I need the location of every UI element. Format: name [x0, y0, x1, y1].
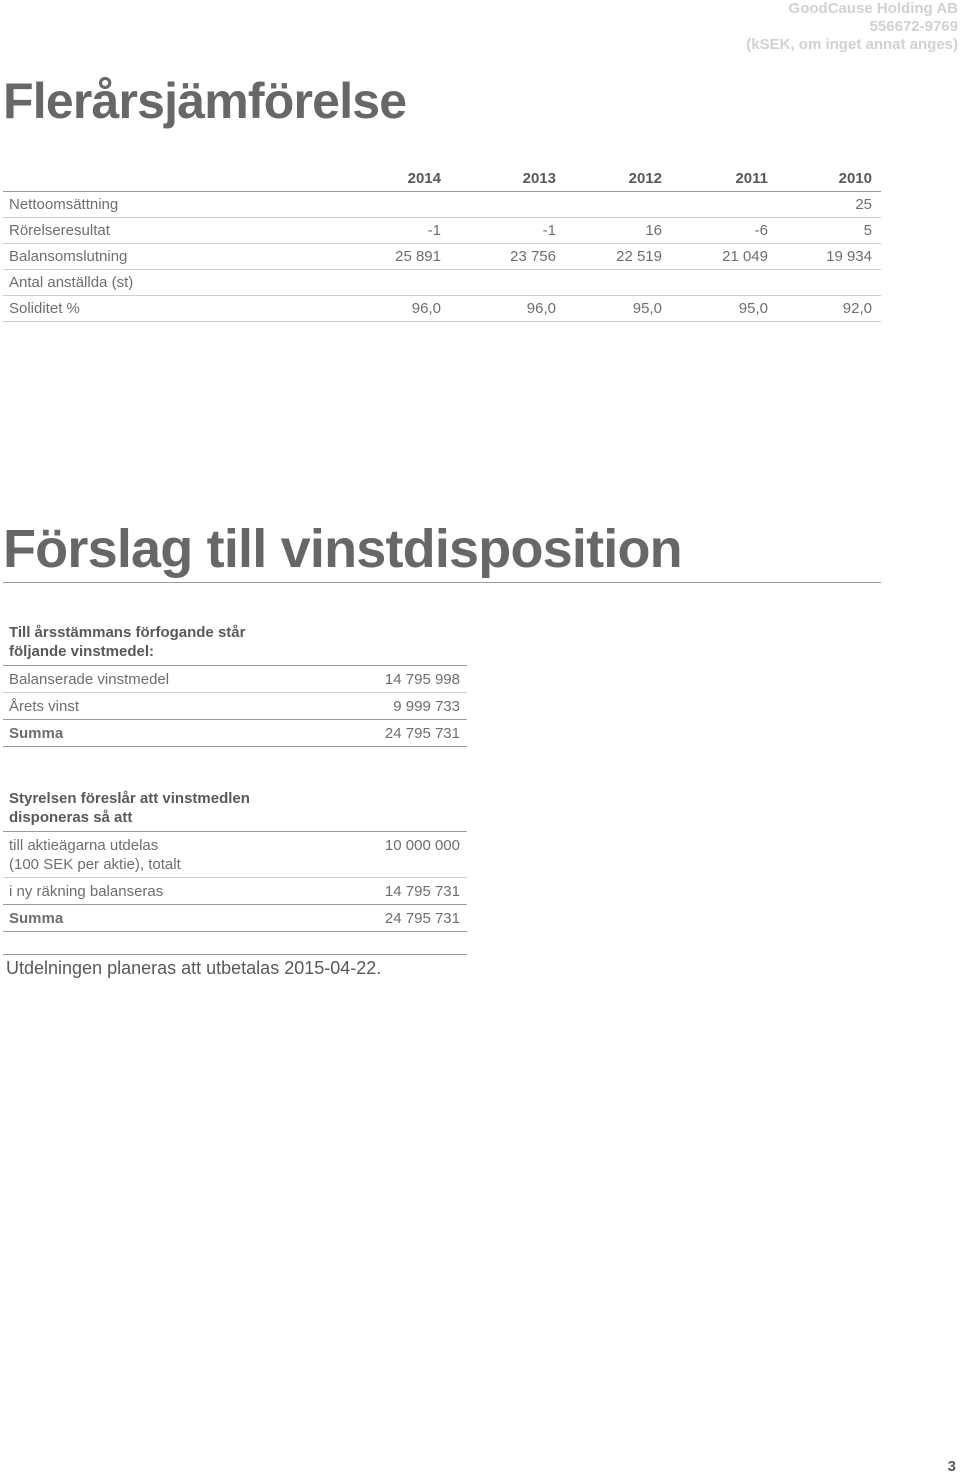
- cell: 92,0: [842, 300, 872, 317]
- funds-table: [3, 623, 467, 747]
- cell: 19 934: [826, 248, 872, 265]
- table-row: [3, 832, 467, 878]
- row-label-continued: (100 SEK per aktie), totalt: [9, 856, 181, 873]
- sum-value: 24 795 731: [384, 910, 460, 927]
- cell: -1: [427, 222, 441, 239]
- sum-row: [3, 720, 467, 747]
- section-title-multi-year: Flerårsjämförelse: [3, 73, 407, 129]
- sum-row: [3, 905, 467, 932]
- intro-line: Styrelsen föreslår att vinstmedlen: [9, 790, 250, 807]
- intro-line: följande vinstmedel:: [9, 643, 155, 660]
- table-row: [3, 296, 881, 322]
- table-row: [3, 244, 881, 270]
- cell: 22 519: [616, 248, 662, 265]
- payment-note: Utdelningen planeras att utbetalas 2015-04-22.: [6, 958, 382, 978]
- row-value: 14 795 998: [384, 671, 460, 688]
- disposition-intro: [3, 789, 467, 832]
- row-value: 10 000 000: [384, 837, 460, 854]
- cell: -6: [754, 222, 768, 239]
- table-row: [3, 192, 881, 218]
- row-value: 9 999 733: [393, 698, 460, 715]
- table-row: [3, 270, 881, 296]
- table-row: [3, 693, 467, 720]
- sum-label: Summa: [9, 725, 64, 742]
- table-row: [3, 878, 467, 905]
- section-divider: [3, 582, 881, 583]
- row-value: 14 795 731: [384, 883, 460, 900]
- disposition-table: [3, 789, 467, 932]
- sum-label: Summa: [9, 910, 64, 927]
- cell: -1: [542, 222, 556, 239]
- cell: 96,0: [411, 300, 441, 317]
- multi-year-table: [3, 166, 881, 322]
- page-number: 3: [947, 1458, 956, 1475]
- year-header: 2012: [628, 170, 662, 187]
- year-header: 2013: [522, 170, 556, 187]
- row-label: Nettoomsättning: [9, 196, 119, 213]
- table-header-row: [3, 166, 881, 192]
- funds-intro: [3, 623, 467, 666]
- table-row: [3, 218, 881, 244]
- cell: 96,0: [526, 300, 556, 317]
- intro-line: Till årsstämmans förfogande står: [9, 624, 246, 641]
- row-label: Rörelseresultat: [9, 222, 110, 239]
- unit-note: (kSEK, om inget annat anges): [746, 36, 958, 53]
- year-header: 2010: [838, 170, 872, 187]
- section-title-proposal: Förslag till vinstdisposition: [3, 519, 682, 579]
- row-label: till aktieägarna utdelas: [9, 837, 159, 854]
- table-row: [3, 666, 467, 693]
- row-label: Balansomslutning: [9, 248, 128, 265]
- cell: 23 756: [510, 248, 556, 265]
- row-label: Årets vinst: [9, 698, 80, 715]
- year-header: 2014: [407, 170, 441, 187]
- row-label: Soliditet %: [9, 300, 80, 317]
- sum-value: 24 795 731: [384, 725, 460, 742]
- year-header: 2011: [735, 170, 768, 187]
- company-name: GoodCause Holding AB: [788, 0, 958, 17]
- row-label: i ny räkning balanseras: [9, 883, 164, 900]
- cell: 21 049: [722, 248, 768, 265]
- intro-line: disponeras så att: [9, 809, 133, 826]
- cell: 25: [855, 196, 872, 213]
- cell: 16: [645, 222, 662, 239]
- cell: 95,0: [632, 300, 662, 317]
- document-header: [746, 0, 958, 54]
- org-number: 556672-9769: [869, 18, 958, 35]
- cell: 95,0: [738, 300, 768, 317]
- row-label: Antal anställda (st): [9, 274, 134, 291]
- cell: 5: [863, 222, 872, 239]
- cell: 25 891: [395, 248, 441, 265]
- note-divider: [3, 954, 467, 955]
- row-label: Balanserade vinstmedel: [9, 671, 170, 688]
